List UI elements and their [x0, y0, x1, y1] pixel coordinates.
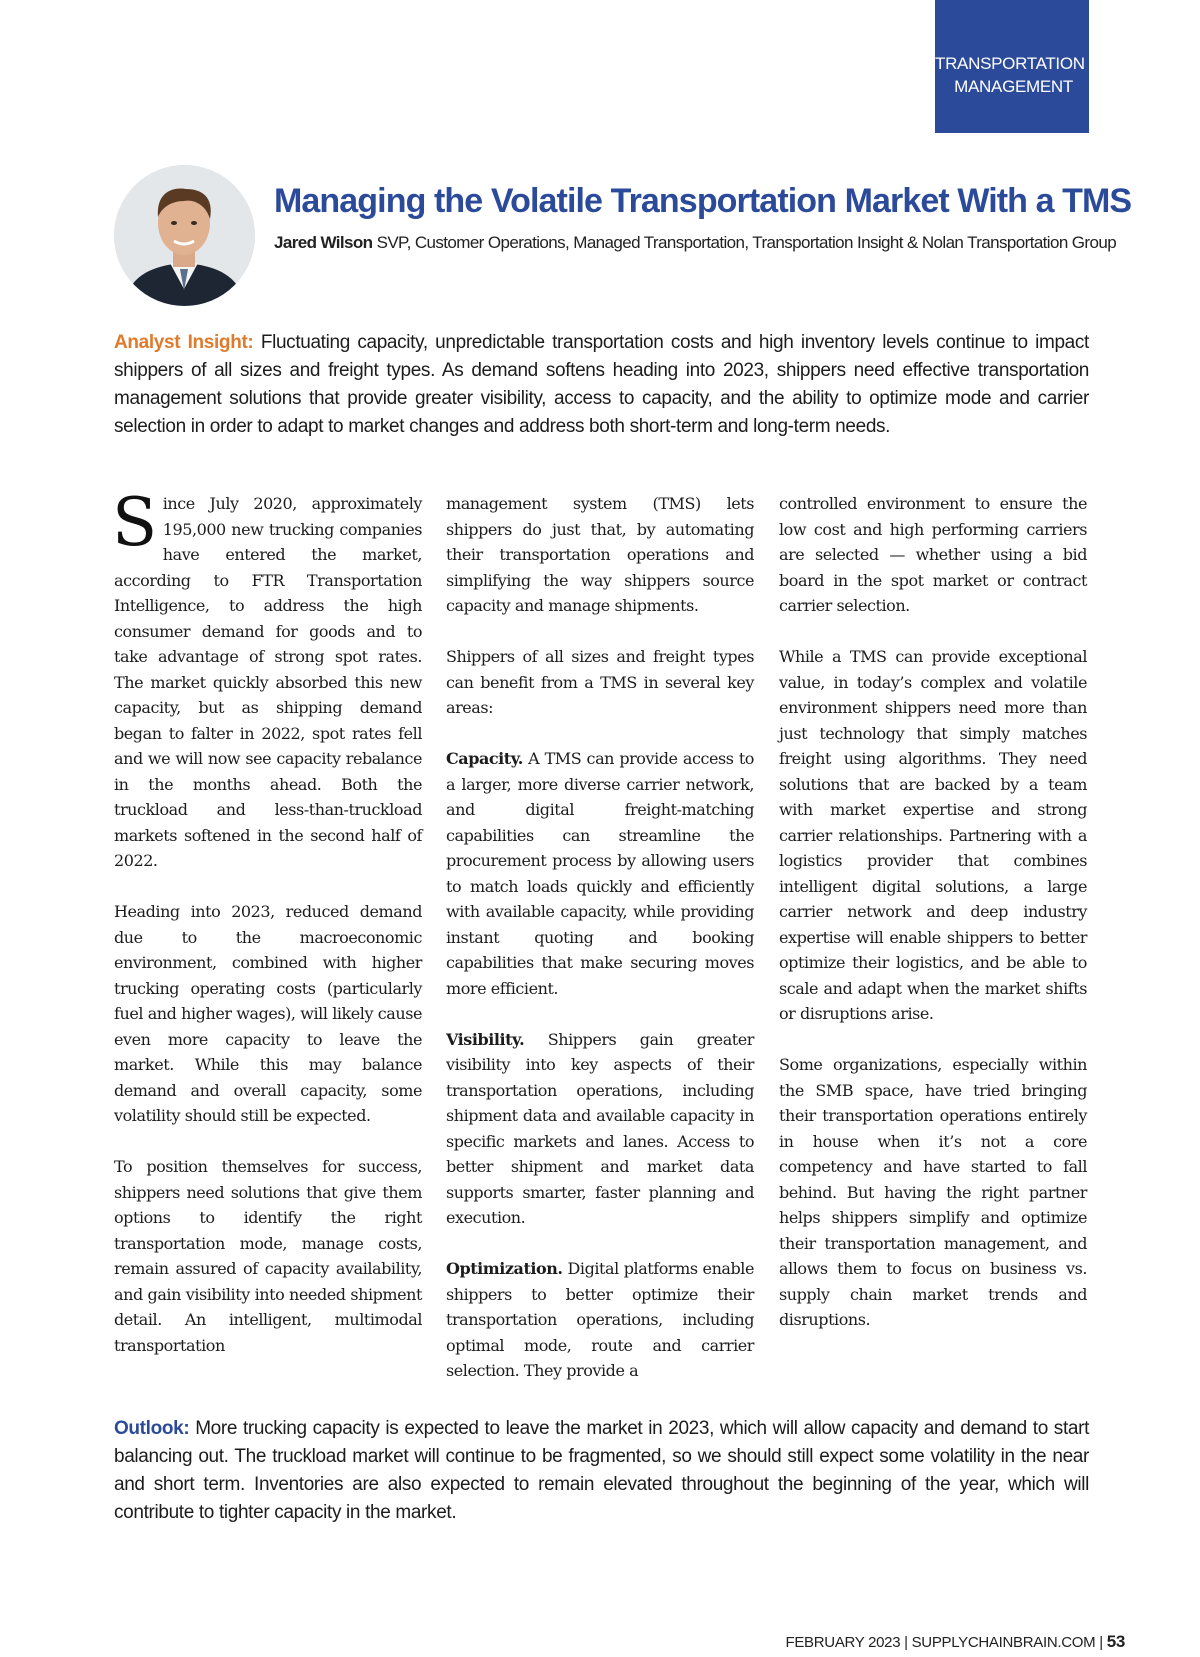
paragraph-optimization-cont: controlled environment to ensure the low cost and high performing carriers are selected — whether using a bid board in the spot market or contract carrier selection.	[779, 494, 1087, 615]
optimization-text: Digital platforms enable shippers to better optimize their transportation operations, including optimal mode, route and carrier selection. They provide a	[446, 1259, 754, 1380]
visibility-text: Shippers gain greater visibility into key aspects of their transportation operations, including shipment data and available capacity in specific markets and lanes. Access to better shipment and market data supports smarter, faster planning and execution.	[446, 1029, 754, 1227]
section-tag	[935, 0, 1089, 133]
paragraph-optimization	[446, 1256, 754, 1384]
section-tag-line1: TRANSPORTATION	[935, 54, 1085, 73]
paragraph-tms-value: While a TMS can provide exceptional value, in today’s complex and volatile environment shippers need more than just technology that simply matches freight using algorithms. They need solutions that are backed by a team with market expertise and strong carrier relationships. Partnering with a logistics provider that combines intelligent digital solutions, a large carrier network and deep industry expertise will enable shippers to better optimize their logistics, and be able to scale and adapt when the market shifts or disruptions arise.	[779, 647, 1087, 1023]
capacity-label: Capacity.	[446, 749, 523, 768]
paragraph-visibility	[446, 1027, 754, 1231]
author-photo	[114, 165, 255, 306]
optimization-label: Optimization.	[446, 1259, 563, 1278]
article-title: Managing the Volatile Transportation Market With a TMS	[274, 182, 1132, 220]
outlook-text: More trucking capacity is expected to leave the market in 2023, which will allow capacity and demand to start balancing out. The truckload market will continue to be fragmented, so we should still expect some volatility in the near and short term. Inventories are also expected to remain elevated throughout the beginning of the year, which will contribute to tighter capacity in the market.	[114, 1418, 1090, 1523]
paragraph-position: To position themselves for success, shippers need solutions that give them options to identify the right transportation mode, manage costs, remain assured of capacity availability, and gain visibility into needed shipment detail. An intelligent, multimodal transportation	[114, 1157, 422, 1355]
analyst-insight-text: Fluctuating capacity, unpredictable transportation costs and high inventory levels continue to impact shippers of all sizes and freight types. As demand softens heading into 2023, shippers need effective transportation management solutions that provide greater visibility, access to capacity, and the ability to optimize mode and carrier selection in order to adapt to market changes and address both short-term and long-term needs.	[114, 332, 1089, 437]
paragraph-intro	[112, 484, 422, 874]
page-number: 53	[1106, 1632, 1125, 1651]
paragraph-2023: Heading into 2023, reduced demand due to the macroeconomic environment, combined with higher trucking operating costs (particularly fuel and higher wages), will likely cause even more capacity to leave the market. While this may balance demand and overall capacity, some volatility should still be expected.	[114, 902, 422, 1125]
capacity-text: A TMS can provide access to a larger, more diverse carrier network, and digital freight-matching capabilities can streamline the procurement process by allowing users to match loads quickly and efficiently with available capacity, while providing instant quoting and booking capabilities that make securing moves more efficient.	[446, 749, 754, 998]
paragraph-capacity	[446, 746, 754, 1001]
column-3	[779, 491, 1087, 1333]
paragraph-key-areas: Shippers of all sizes and freight types can benefit from a TMS in several key areas:	[446, 647, 754, 717]
author-name: Jared Wilson	[274, 233, 373, 252]
outlook	[114, 1415, 1089, 1527]
author-title: SVP, Customer Operations, Managed Transportation, Transportation Insight & Nolan Transportation Group	[376, 233, 1117, 252]
paragraph-position-cont: management system (TMS) lets shippers do just that, by automating their transportation operations and simplifying the way shippers source capacity and manage shipments.	[446, 494, 754, 615]
author-avatar	[114, 165, 255, 306]
drop-cap: S	[112, 484, 157, 561]
byline	[274, 233, 1116, 253]
column-1	[112, 484, 422, 1358]
footer-issue: FEBRUARY 2023 | SUPPLYCHAINBRAIN.COM |	[785, 1634, 1103, 1651]
paragraph-smb: Some organizations, especially within the SMB space, have tried bringing their transportation operations entirely in house when it’s not a core competency and have started to fall behind. But having the right partner helps shippers simplify and optimize their transportation management, and allows them to focus on business vs. supply chain market trends and disruptions.	[779, 1055, 1087, 1329]
analyst-insight	[114, 329, 1089, 441]
page-footer	[785, 1632, 1125, 1652]
paragraph-intro-text: ince July 2020, approximately 195,000 new trucking companies have entered the market, according to FTR Transportation Intelligence, to address the high consumer demand for goods and to take advantage of strong spot rates. The market quickly absorbed this new capacity, but as shipping demand began to falter in 2022, spot rates fell and we will now see capacity rebalance in the months ahead. Both the truckload and less-than-truckload markets softened in the second half of 2022.	[114, 494, 422, 870]
section-tag-line2: MANAGEMENT	[954, 77, 1073, 96]
visibility-label: Visibility.	[446, 1029, 525, 1049]
column-2	[446, 491, 754, 1384]
outlook-label: Outlook:	[114, 1418, 190, 1439]
analyst-insight-label: Analyst Insight:	[114, 332, 254, 353]
